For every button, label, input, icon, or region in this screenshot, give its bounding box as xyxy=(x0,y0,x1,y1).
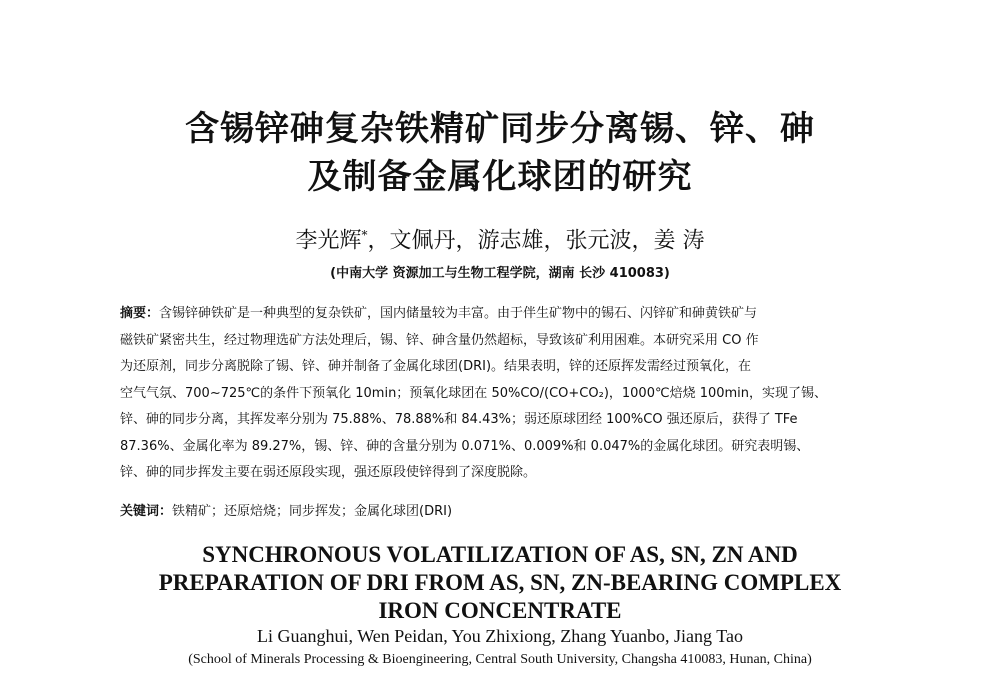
abstract-line-6: 87.36%、金属化率为 89.27%，锡、锌、砷的含量分别为 0.071%、0.009%和 0.047%的金属化球团。研究表明锡、 xyxy=(120,438,810,454)
english-title-line-2: PREPARATION OF DRI FROM AS, SN, ZN-BEARING COMPLEX xyxy=(158,570,842,595)
abstract-line-3: 为还原剂，同步分离脱除了锡、锌、砷并制备了金属化球团(DRI)。结果表明，锌的还原挥发需经过预氧化，在 xyxy=(120,359,752,374)
abstract-line-5: 锌、砷的同步分离，其挥发率分别为 75.88%、78.88%和 84.43%；弱还原球团经 100%CO 强还原后，获得了 TFe xyxy=(120,412,798,427)
keywords-label: 关键词： xyxy=(120,504,173,519)
chinese-affiliation: (中南大学 资源加工与生物工程学院，湖南 长沙 410083) xyxy=(330,266,670,281)
english-title-line-1: SYNCHRONOUS VOLATILIZATION OF AS, SN, ZN AND xyxy=(202,542,798,567)
keywords xyxy=(120,500,880,519)
abstract-line-4: 空气气氛、700~725℃的条件下预氧化 10min；预氧化球团在 50%CO/(CO+CO₂)，1000℃焙烧 100min，实现了锡、 xyxy=(120,385,828,401)
english-author-list: Li Guanghui, Wen Peidan, You Zhixiong, Zhang Yuanbo, Jiang Tao xyxy=(257,626,743,646)
chinese-title-line-1: 含锡锌砷复杂铁精矿同步分离锡、锌、砷 xyxy=(185,109,815,149)
first-author: 李光辉 xyxy=(295,228,362,254)
keywords-text: 铁精矿；还原焙烧；同步挥发；金属化球团(DRI) xyxy=(172,504,453,519)
english-affiliation: (School of Minerals Processing & Bioengineering, Central South University, Changsha 410083, Hunan, China) xyxy=(188,652,812,667)
abstract-label: 摘要： xyxy=(120,306,160,321)
abstract-line-7: 锌、砷的同步挥发主要在弱还原段实现，强还原段使锌得到了深度脱除。 xyxy=(120,465,537,480)
co-authors: ，文佩丹，游志雄，张元波，姜 涛 xyxy=(367,228,705,254)
abstract xyxy=(120,301,880,487)
abstract-line-1 xyxy=(120,301,880,328)
chinese-title-line-2: 及制备金属化球团的研究 xyxy=(307,157,693,197)
abstract-text: 含锡锌砷铁矿是一种典型的复杂铁矿，国内储量较为丰富。由于伴生矿物中的锡石、闪锌矿和砷黄铁矿与 xyxy=(159,306,758,321)
english-title-line-3: IRON CONCENTRATE xyxy=(378,598,622,623)
chinese-author-list xyxy=(0,229,1000,252)
abstract-line-2: 磁铁矿紧密共生，经过物理选矿方法处理后，锡、锌、砷含量仍然超标，导致该矿利用困难。本研究采用 CO 作 xyxy=(120,332,759,348)
corresponding-author-mark: * xyxy=(361,228,368,242)
